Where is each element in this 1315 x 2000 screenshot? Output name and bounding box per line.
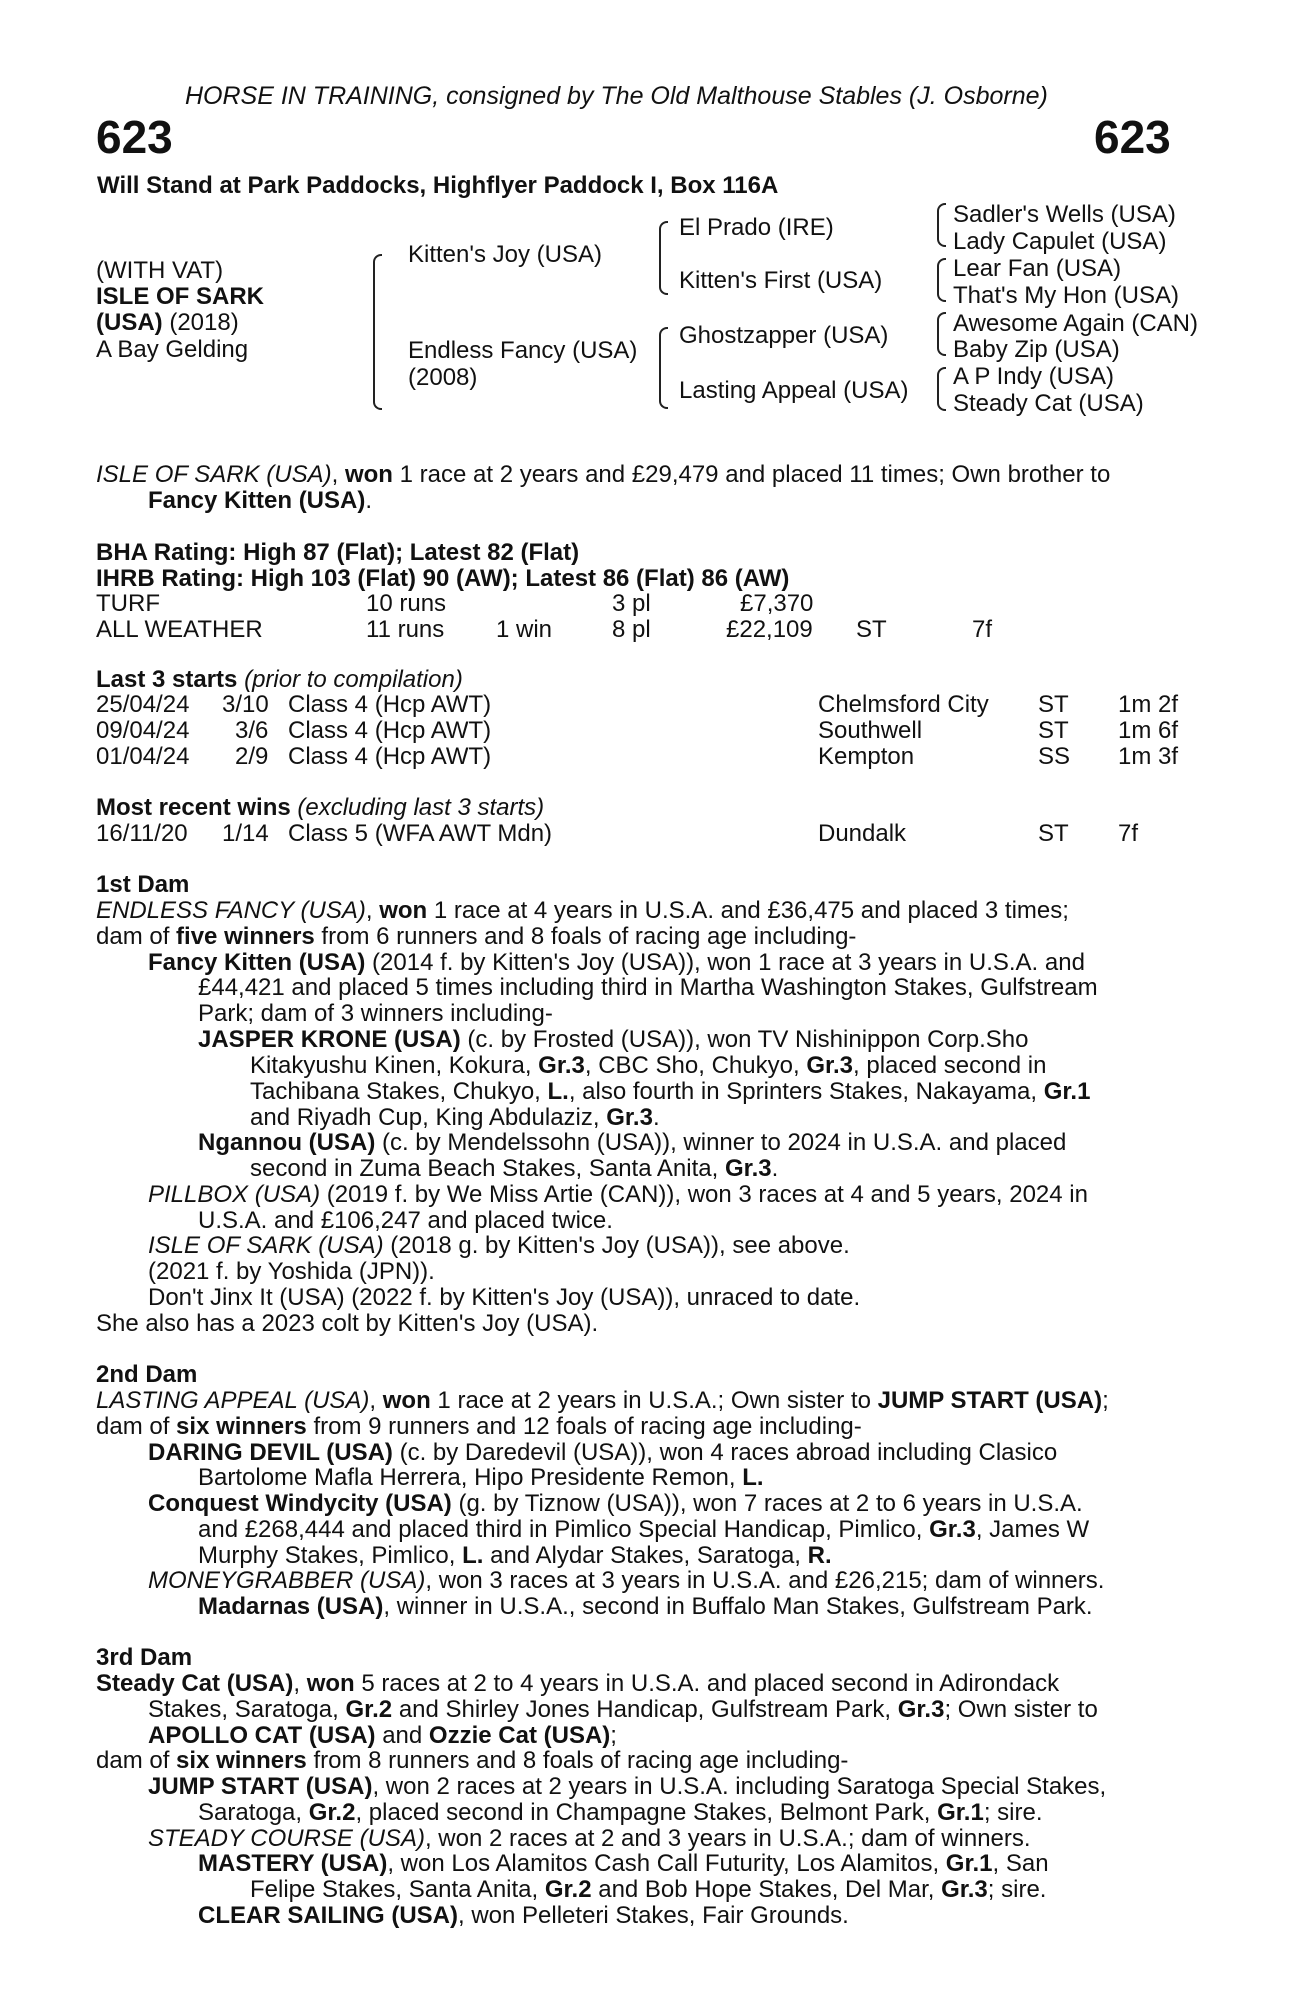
dam-sire: Ghostzapper (USA) — [679, 322, 889, 349]
pedigree-brace-dam — [659, 327, 668, 409]
lot-number-left: 623 — [96, 111, 173, 163]
dam2-line: Conquest Windycity (USA) (g. by Tiznow (USA)), won 7 races at 2 to 6 years in U.S.A. — [148, 1490, 1083, 1517]
dam1-line: U.S.A. and £106,247 and placed twice. — [198, 1207, 613, 1234]
sire-dam-sire: Lear Fan (USA) — [953, 255, 1122, 282]
dam-dam-sire: A P Indy (USA) — [953, 363, 1114, 390]
recent-win-class: Class 5 (WFA AWT Mdn) — [288, 820, 553, 847]
turf-placed: 3 pl — [612, 590, 651, 617]
turf-prize: £7,370 — [740, 590, 814, 617]
last3-date: 01/04/24 — [96, 743, 190, 770]
dam1-line: and Riyadh Cup, King Abdulaziz, Gr.3. — [250, 1104, 660, 1131]
dam2-heading: 2nd Dam — [96, 1361, 198, 1388]
horse-name: ISLE OF SARK — [96, 283, 265, 310]
stable-location: Will Stand at Park Paddocks, Highflyer Paddock I, Box 116A — [97, 172, 779, 199]
dam3-line: Felipe Stakes, Santa Anita, Gr.2 and Bob Hope Stakes, Del Mar, Gr.3; sire. — [250, 1876, 1047, 1903]
recent-win-date: 16/11/20 — [96, 820, 188, 847]
last3-dist: 1m 6f — [1118, 717, 1179, 744]
last3-going: ST — [1038, 691, 1069, 718]
pedigree-brace-sd — [937, 258, 946, 302]
summary-line-1: ISLE OF SARK (USA), won 1 race at 2 years and £29,479 and placed 11 times; Own brother to — [96, 461, 1111, 488]
last3-course: Southwell — [818, 717, 923, 744]
last3-class: Class 4 (Hcp AWT) — [288, 717, 492, 744]
dam2-line: dam of six winners from 9 runners and 12 foals of racing age including- — [96, 1413, 862, 1440]
dam1-line: Tachibana Stakes, Chukyo, L., also fourth in Sprinters Stakes, Nakayama, Gr.1 — [250, 1078, 1091, 1105]
pedigree-brace-ds — [937, 312, 946, 356]
dam: Endless Fancy (USA) — [408, 337, 638, 364]
last3-course: Chelmsford City — [818, 691, 989, 718]
dam3-line: APOLLO CAT (USA) and Ozzie Cat (USA); — [148, 1722, 617, 1749]
sire-dam: Kitten's First (USA) — [679, 267, 883, 294]
aw-prize: £22,109 — [726, 616, 813, 643]
sire-sire-sire: Sadler's Wells (USA) — [953, 201, 1176, 228]
recent-win-dist: 7f — [1118, 820, 1139, 847]
dam1-line: JASPER KRONE (USA) (c. by Frosted (USA)), won TV Nishinippon Corp.Sho — [198, 1026, 1029, 1053]
pedigree-brace-ss — [937, 203, 946, 247]
dam1-line: Ngannou (USA) (c. by Mendelssohn (USA)), winner to 2024 in U.S.A. and placed — [198, 1129, 1067, 1156]
last3-class: Class 4 (Hcp AWT) — [288, 691, 492, 718]
dam-year: (2008) — [408, 364, 478, 391]
dam1-line: Don't Jinx It (USA) (2022 f. by Kitten's Joy (USA)), unraced to date. — [148, 1284, 861, 1311]
last3-pos: 2/9 — [235, 743, 269, 770]
dam1-line: PILLBOX (USA) (2019 f. by We Miss Artie (CAN)), won 3 races at 4 and 5 years, 2024 in — [148, 1181, 1088, 1208]
turf-surface: TURF — [96, 590, 160, 617]
horse-description: A Bay Gelding — [96, 336, 249, 363]
dam3-line: JUMP START (USA), won 2 races at 2 years in U.S.A. including Saratoga Special Stakes, — [148, 1773, 1107, 1800]
sire-dam-dam: That's My Hon (USA) — [953, 282, 1179, 309]
last3-going: SS — [1038, 743, 1071, 770]
vat-note: (WITH VAT) — [96, 257, 224, 284]
aw-distance: 7f — [972, 616, 993, 643]
last3-dist: 1m 2f — [1118, 691, 1179, 718]
recent-win-going: ST — [1038, 820, 1069, 847]
dam3-line: Steady Cat (USA), won 5 races at 2 to 4 years in U.S.A. and placed second in Adirondack — [96, 1670, 1060, 1697]
dam1-line: Fancy Kitten (USA) (2014 f. by Kitten's Joy (USA)), won 1 race at 3 years in U.S.A. and — [148, 949, 1085, 976]
dam-dam: Lasting Appeal (USA) — [679, 377, 909, 404]
pedigree-brace-dd — [937, 367, 946, 411]
bha-rating: BHA Rating: High 87 (Flat); Latest 82 (Flat) — [96, 539, 580, 566]
aw-runs: 11 runs — [366, 616, 445, 643]
ihrb-rating: IHRB Rating: High 103 (Flat) 90 (AW); Latest 86 (Flat) 86 (AW) — [96, 565, 790, 592]
dam1-line: second in Zuma Beach Stakes, Santa Anita, Gr.3. — [250, 1155, 779, 1182]
sire-sire-dam: Lady Capulet (USA) — [953, 228, 1167, 255]
dam3-line: STEADY COURSE (USA), won 2 races at 2 and 3 years in U.S.A.; dam of winners. — [148, 1825, 1031, 1852]
dam1-line: ENDLESS FANCY (USA), won 1 race at 4 years in U.S.A. and £36,475 and placed 3 times; — [96, 897, 1069, 924]
last3-going: ST — [1038, 717, 1069, 744]
recent-wins-heading: Most recent wins (excluding last 3 starts) — [96, 794, 545, 821]
dam-sire-sire: Awesome Again (CAN) — [953, 310, 1198, 337]
aw-wins: 1 win — [496, 616, 553, 643]
last3-course: Kempton — [818, 743, 915, 770]
horse-origin-year: (USA) (2018) — [96, 309, 239, 336]
dam3-line: dam of six winners from 8 runners and 8 foals of racing age including- — [96, 1747, 849, 1774]
aw-placed: 8 pl — [612, 616, 651, 643]
dam1-line: £44,421 and placed 5 times including third in Martha Washington Stakes, Gulfstream — [198, 974, 1098, 1001]
turf-runs: 10 runs — [366, 590, 447, 617]
last3-pos: 3/10 — [222, 691, 269, 718]
dam2-line: DARING DEVIL (USA) (c. by Daredevil (USA)), won 4 races abroad including Clasico — [148, 1439, 1058, 1466]
sire: Kitten's Joy (USA) — [408, 241, 602, 268]
dam3-line: CLEAR SAILING (USA), won Pelleteri Stakes, Fair Grounds. — [198, 1902, 849, 1929]
dam3-line: Saratoga, Gr.2, placed second in Champagne Stakes, Belmont Park, Gr.1; sire. — [198, 1799, 1043, 1826]
dam1-line: ISLE OF SARK (USA) (2018 g. by Kitten's Joy (USA)), see above. — [148, 1232, 850, 1259]
dam3-line: Stakes, Saratoga, Gr.2 and Shirley Jones Handicap, Gulfstream Park, Gr.3; Own sister to — [148, 1696, 1098, 1723]
consignor-line: HORSE IN TRAINING, consigned by The Old Malthouse Stables (J. Osborne) — [185, 82, 1048, 110]
dam3-heading: 3rd Dam — [96, 1644, 193, 1671]
pedigree-brace-main — [373, 254, 382, 410]
dam1-line: She also has a 2023 colt by Kitten's Joy (USA). — [96, 1310, 599, 1337]
last3-heading: Last 3 starts (prior to compilation) — [96, 666, 463, 693]
dam2-line: MONEYGRABBER (USA), won 3 races at 3 years in U.S.A. and £26,215; dam of winners. — [148, 1567, 1105, 1594]
aw-surface: ALL WEATHER — [96, 616, 263, 643]
dam2-line: LASTING APPEAL (USA), won 1 race at 2 years in U.S.A.; Own sister to JUMP START (USA); — [96, 1387, 1109, 1414]
last3-date: 09/04/24 — [96, 717, 190, 744]
last3-pos: 3/6 — [235, 717, 269, 744]
dam2-line: Madarnas (USA), winner in U.S.A., second in Buffalo Man Stakes, Gulfstream Park. — [198, 1593, 1093, 1620]
aw-going: ST — [856, 616, 887, 643]
dam-dam-dam: Steady Cat (USA) — [953, 390, 1144, 417]
dam-sire-dam: Baby Zip (USA) — [953, 336, 1120, 363]
recent-win-pos: 1/14 — [222, 820, 269, 847]
dam2-line: Murphy Stakes, Pimlico, L. and Alydar Stakes, Saratoga, R. — [198, 1542, 832, 1569]
dam2-line: and £268,444 and placed third in Pimlico Special Handicap, Pimlico, Gr.3, James W — [198, 1516, 1090, 1543]
dam3-line: MASTERY (USA), won Los Alamitos Cash Call Futurity, Los Alamitos, Gr.1, San — [198, 1850, 1049, 1877]
lot-number-right: 623 — [1094, 111, 1171, 163]
last3-class: Class 4 (Hcp AWT) — [288, 743, 492, 770]
dam2-line: Bartolome Mafla Herrera, Hipo Presidente Remon, L. — [198, 1464, 764, 1491]
sire-sire: El Prado (IRE) — [679, 214, 834, 241]
last3-date: 25/04/24 — [96, 691, 190, 718]
dam1-line: dam of five winners from 6 runners and 8 foals of racing age including- — [96, 923, 857, 950]
summary-line-2: Fancy Kitten (USA). — [148, 487, 373, 514]
dam1-line: Park; dam of 3 winners including- — [198, 1000, 553, 1027]
dam1-heading: 1st Dam — [96, 871, 190, 898]
dam1-line: (2021 f. by Yoshida (JPN)). — [148, 1258, 435, 1285]
dam1-line: Kitakyushu Kinen, Kokura, Gr.3, CBC Sho, Chukyo, Gr.3, placed second in — [250, 1052, 1047, 1079]
pedigree-brace-sire — [659, 221, 668, 295]
recent-win-course: Dundalk — [818, 820, 907, 847]
last3-dist: 1m 3f — [1118, 743, 1179, 770]
